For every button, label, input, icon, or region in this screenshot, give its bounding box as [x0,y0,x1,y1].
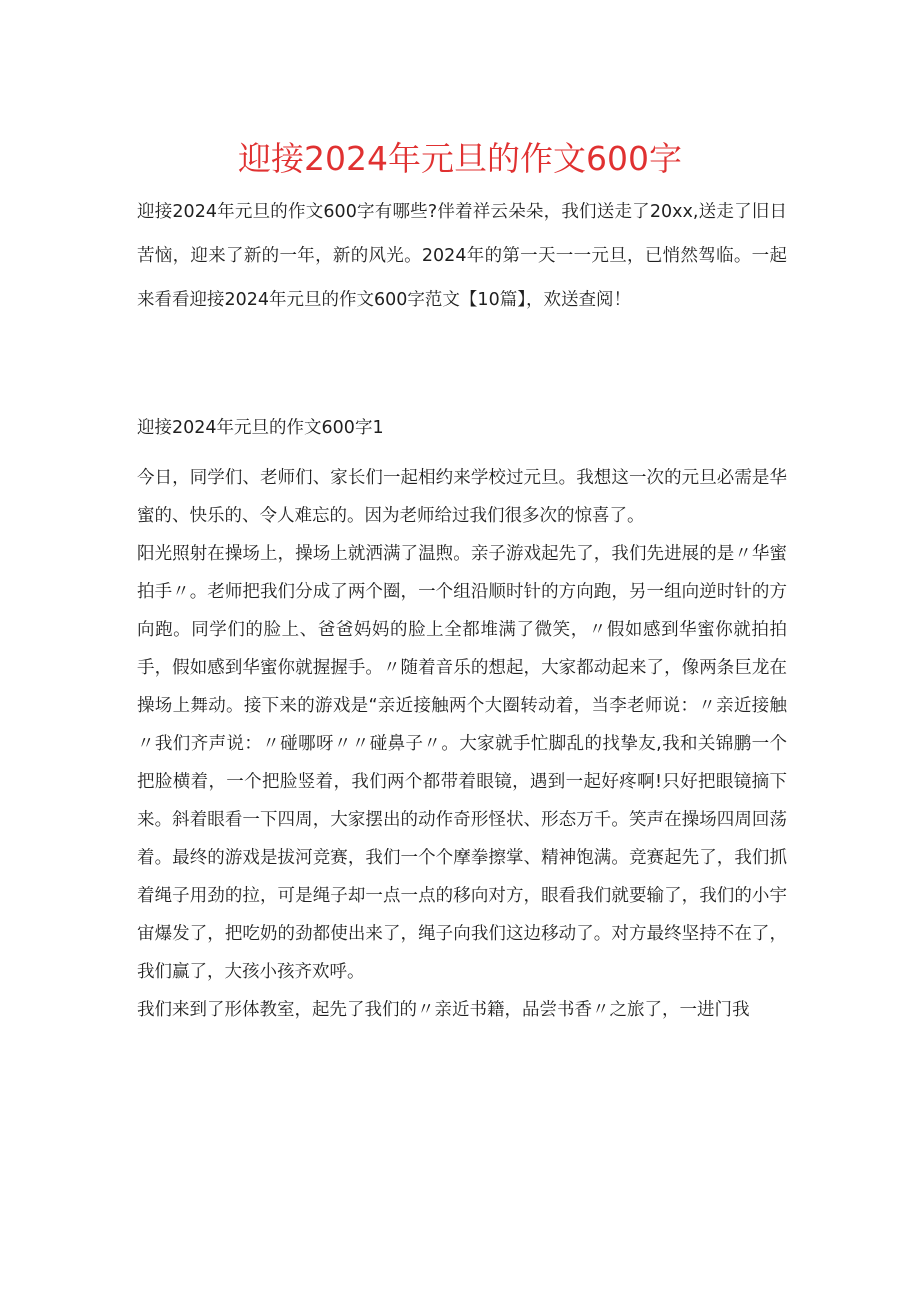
section-heading: 迎接2024年元旦的作文600字1 [137,418,384,438]
intro-paragraph: 迎接2024年元旦的作文600字有哪些?伴着祥云朵朵，我们送走了20xx,送走了旧日苦恼，迎来了新的一年，新的风光。2024年的第一天一一元旦，已悄然驾临。一起来看看迎接2024年元旦的作文600字范文【10篇】，欢送查阅！ [137,202,787,310]
article-body [137,459,787,1029]
document-title: 迎接2024年元旦的作文600字 [238,139,682,178]
article-paragraph-1: 今日，同学们、老师们、家长们一起相约来学校过元旦。我想这一次的元旦必需是华蜜的、快乐的、令人难忘的。因为老师给过我们很多次的惊喜了。 [137,468,787,526]
article-paragraph-3: 我们来到了形体教室，起先了我们的〃亲近书籍，品尝书香〃之旅了，一进门我 [137,1000,750,1020]
article-paragraph-2: 阳光照射在操场上，操场上就洒满了温煦。亲子游戏起先了，我们先进展的是〃华蜜拍手〃。老师把我们分成了两个圈，一个组沿顺时针的方向跑，另一组向逆时针的方向跑。同学们的脸上、爸爸妈妈的脸上全都堆满了微笑，〃假如感到华蜜你就拍拍手，假如感到华蜜你就握握手。〃随着音乐的想起，大家都动起来了，像两条巨龙在操场上舞动。接下来的游戏是“亲近接触两个大圈转动着，当李老师说：〃亲近接触〃我们齐声说：〃碰哪呀〃〃碰鼻子〃。大家就手忙脚乱的找挚友,我和关锦鹏一个把脸横着，一个把脸竖着，我们两个都带着眼镜，遇到一起好疼啊!只好把眼镜摘下来。斜着眼看一下四周，大家摆出的动作奇形怪状、形态万千。笑声在操场四周回荡着。最终的游戏是拔河竞赛，我们一个个摩拳擦掌、精神饱满。竞赛起先了，我们抓着绳子用劲的拉，可是绳子却一点一点的移向对方，眼看我们就要输了，我们的小宇宙爆发了，把吃奶的劲都使出来了，绳子向我们这边移动了。对方最终坚持不在了，我们赢了，大孩小孩齐欢呼。 [137,544,787,982]
